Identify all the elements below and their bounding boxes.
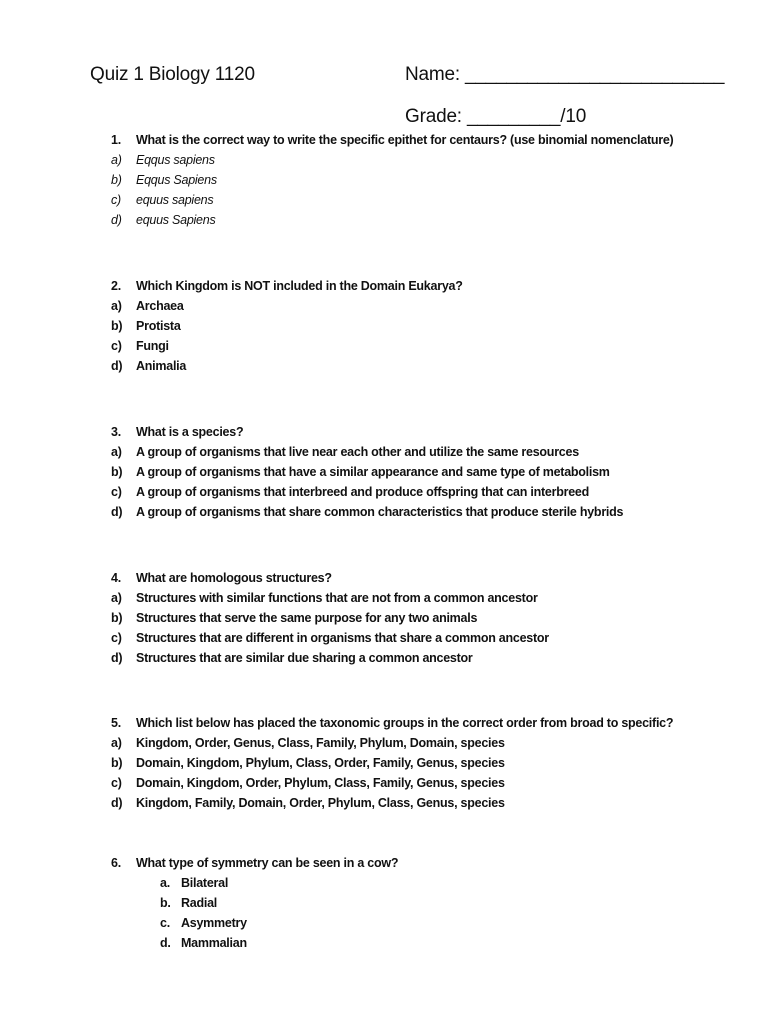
question-number: 2. bbox=[111, 279, 121, 293]
question-number: 4. bbox=[111, 571, 121, 585]
answer-option bbox=[0, 733, 768, 753]
option-text: A group of organisms that have a similar appearance and same type of metabolism bbox=[136, 465, 610, 479]
answer-option bbox=[0, 588, 768, 608]
grade-field-line: Grade: _________/10 bbox=[405, 106, 587, 127]
question-number: 6. bbox=[111, 856, 121, 870]
option-text: equus sapiens bbox=[136, 193, 214, 207]
option-label: d) bbox=[111, 213, 122, 227]
option-text: Eqqus sapiens bbox=[136, 153, 215, 167]
option-text: Structures that are different in organisms that share a common ancestor bbox=[136, 631, 549, 645]
option-label: c) bbox=[111, 339, 122, 353]
answer-option bbox=[0, 648, 768, 668]
option-label: c) bbox=[111, 776, 122, 790]
option-text: Kingdom, Family, Domain, Order, Phylum, Class, Genus, species bbox=[136, 796, 505, 810]
option-text: Fungi bbox=[136, 339, 169, 353]
option-label: d. bbox=[160, 936, 171, 950]
answer-option bbox=[0, 150, 768, 170]
name-field-line: Name: _________________________ bbox=[405, 64, 725, 85]
answer-option bbox=[0, 482, 768, 502]
question-text: What is a species? bbox=[136, 425, 244, 439]
question-stem bbox=[0, 713, 768, 733]
option-text: Archaea bbox=[136, 299, 184, 313]
option-label: c) bbox=[111, 193, 121, 207]
option-label: b) bbox=[111, 319, 123, 333]
option-text: Structures that serve the same purpose for any two animals bbox=[136, 611, 478, 625]
answer-option bbox=[0, 753, 768, 773]
option-text: Domain, Kingdom, Phylum, Class, Order, Family, Genus, species bbox=[136, 756, 505, 770]
question-stem bbox=[0, 422, 768, 442]
option-label: a) bbox=[111, 591, 122, 605]
question-text: What is the correct way to write the specific epithet for centaurs? (use binomial nomenclature) bbox=[136, 133, 674, 147]
option-label: c) bbox=[111, 485, 122, 499]
option-text: Asymmetry bbox=[181, 916, 247, 930]
question-stem bbox=[0, 568, 768, 588]
answer-option bbox=[0, 442, 768, 462]
question-number: 3. bbox=[111, 425, 121, 439]
answer-option bbox=[0, 356, 768, 376]
option-label: d) bbox=[111, 359, 123, 373]
question-6 bbox=[0, 853, 768, 953]
question-1 bbox=[0, 130, 768, 230]
option-label: a. bbox=[160, 876, 170, 890]
option-label: d) bbox=[111, 651, 123, 665]
answer-option bbox=[0, 773, 768, 793]
option-text: Protista bbox=[136, 319, 181, 333]
question-text: Which list below has placed the taxonomic groups in the correct order from broad to specific? bbox=[136, 716, 674, 730]
option-label: d) bbox=[111, 505, 123, 519]
answer-option bbox=[0, 336, 768, 356]
answer-option bbox=[0, 608, 768, 628]
option-label: a) bbox=[111, 445, 122, 459]
option-label: b) bbox=[111, 756, 123, 770]
option-text: A group of organisms that interbreed and produce offspring that can interbreed bbox=[136, 485, 589, 499]
question-text: What are homologous structures? bbox=[136, 571, 332, 585]
answer-option bbox=[0, 793, 768, 813]
option-label: d) bbox=[111, 796, 123, 810]
option-text: Bilateral bbox=[181, 876, 229, 890]
option-text: Structures that are similar due sharing a common ancestor bbox=[136, 651, 473, 665]
question-stem bbox=[0, 276, 768, 296]
question-5 bbox=[0, 713, 768, 813]
option-label: a) bbox=[111, 299, 122, 313]
answer-option bbox=[0, 210, 768, 230]
answer-option bbox=[0, 913, 768, 933]
option-label: a) bbox=[111, 153, 122, 167]
question-3 bbox=[0, 422, 768, 522]
option-label: b) bbox=[111, 611, 123, 625]
answer-option bbox=[0, 628, 768, 648]
option-label: b. bbox=[160, 896, 171, 910]
option-text: Eqqus Sapiens bbox=[136, 173, 217, 187]
answer-option bbox=[0, 893, 768, 913]
answer-option bbox=[0, 502, 768, 522]
option-text: A group of organisms that live near each other and utilize the same resources bbox=[136, 445, 579, 459]
answer-option bbox=[0, 933, 768, 953]
answer-option bbox=[0, 170, 768, 190]
answer-option bbox=[0, 316, 768, 336]
answer-option bbox=[0, 296, 768, 316]
answer-option bbox=[0, 462, 768, 482]
option-text: equus Sapiens bbox=[136, 213, 216, 227]
question-number: 5. bbox=[111, 716, 121, 730]
question-stem bbox=[0, 853, 768, 873]
question-text: What type of symmetry can be seen in a cow? bbox=[136, 856, 399, 870]
option-text: Domain, Kingdom, Order, Phylum, Class, Family, Genus, species bbox=[136, 776, 505, 790]
option-text: Structures with similar functions that are not from a common ancestor bbox=[136, 591, 538, 605]
option-text: Radial bbox=[181, 896, 218, 910]
question-number: 1. bbox=[111, 133, 121, 147]
option-text: Animalia bbox=[136, 359, 187, 373]
option-text: Kingdom, Order, Genus, Class, Family, Phylum, Domain, species bbox=[136, 736, 505, 750]
question-4 bbox=[0, 568, 768, 668]
quiz-title: Quiz 1 Biology 1120 bbox=[90, 64, 255, 85]
answer-option bbox=[0, 190, 768, 210]
option-label: b) bbox=[111, 173, 122, 187]
option-label: c) bbox=[111, 631, 122, 645]
option-text: Mammalian bbox=[181, 936, 247, 950]
option-text: A group of organisms that share common characteristics that produce sterile hybrids bbox=[136, 505, 624, 519]
option-label: c. bbox=[160, 916, 170, 930]
question-text: Which Kingdom is NOT included in the Domain Eukarya? bbox=[136, 279, 463, 293]
option-label: a) bbox=[111, 736, 122, 750]
question-2 bbox=[0, 276, 768, 376]
question-stem bbox=[0, 130, 768, 150]
answer-option bbox=[0, 873, 768, 893]
option-label: b) bbox=[111, 465, 123, 479]
